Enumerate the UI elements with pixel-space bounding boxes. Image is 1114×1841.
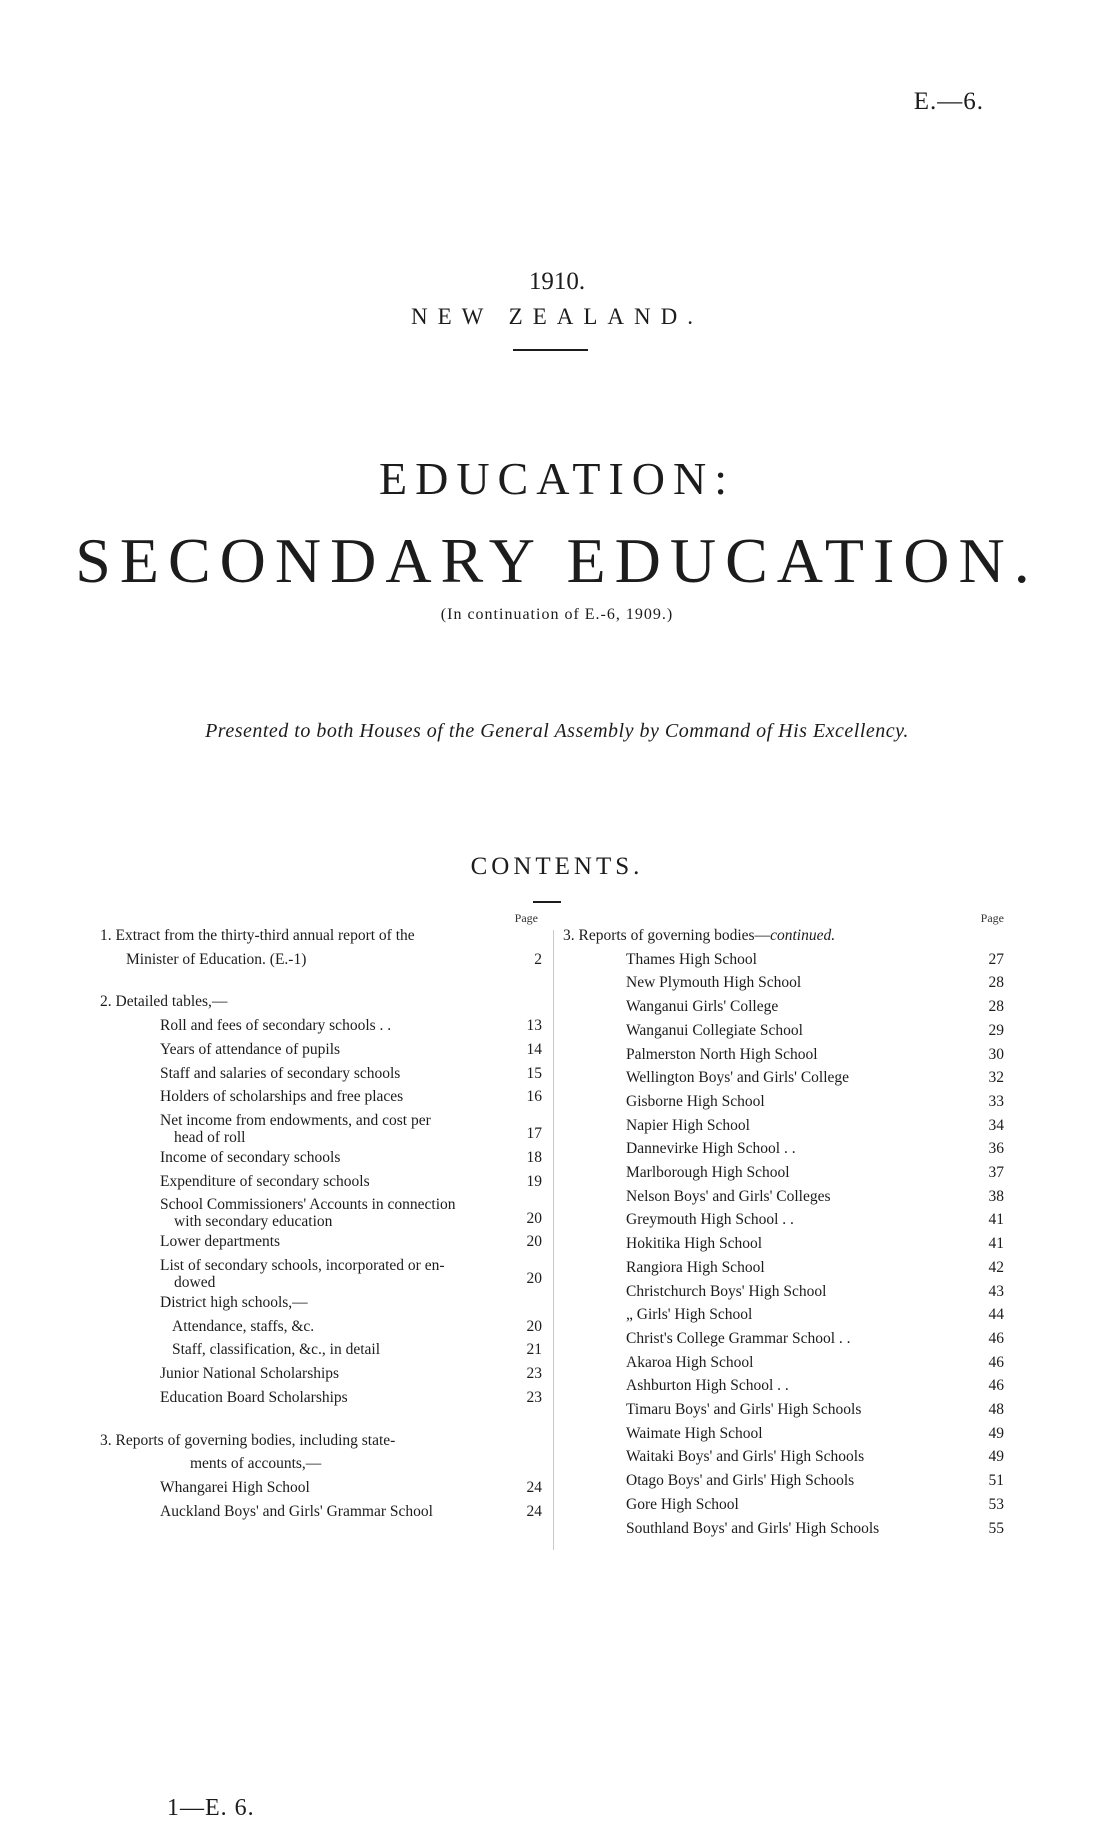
school-entry-page: 44: [988, 1306, 1004, 1324]
school-entry: [563, 1303, 1004, 1327]
school-entry-label: Dannevirke High School . .: [626, 1140, 796, 1158]
contents-entry: [100, 1257, 542, 1291]
school-entry-label: Wellington Boys' and Girls' College: [626, 1069, 850, 1087]
contents-entry-label: Staff and salaries of secondary schools: [160, 1064, 401, 1082]
school-entry-label: Otago Boys' and Girls' High Schools: [626, 1472, 855, 1490]
school-entry-page: 36: [988, 1140, 1004, 1158]
contents-entry-page: 16: [526, 1088, 542, 1106]
contents-entry-line-1: School Commissioners' Accounts in connection: [160, 1196, 456, 1214]
contents-entry: [100, 1230, 542, 1254]
contents-entry: [100, 1085, 542, 1109]
contents-entry: [100, 1170, 542, 1194]
school-entry-label: Rangiora High School: [626, 1258, 765, 1276]
school-entry: [563, 1327, 1004, 1351]
school-entry-label: Southland Boys' and Girls' High Schools: [626, 1519, 880, 1537]
school-entry: [563, 1469, 1004, 1493]
district-heading: District high schools,—: [160, 1294, 308, 1312]
contents-rule: [533, 901, 561, 903]
contents-entry: [100, 1500, 542, 1524]
school-entry-label: Nelson Boys' and Girls' Colleges: [626, 1187, 831, 1205]
contents-entry-page: 20: [526, 1270, 542, 1288]
school-entry-label: Greymouth High School . .: [626, 1211, 794, 1229]
contents-entry: [100, 1386, 542, 1410]
contents-entry-label: Staff, classification, &c., in detail: [172, 1341, 381, 1359]
contents-entry-page: 17: [526, 1125, 542, 1143]
school-entry: [563, 1256, 1004, 1280]
school-entry-page: 51: [988, 1472, 1004, 1490]
school-entry-page: 33: [988, 1092, 1004, 1110]
school-entry: [563, 1043, 1004, 1067]
contents-item-2-heading: 2. Detailed tables,—: [100, 993, 228, 1011]
school-entry: [563, 1137, 1004, 1161]
page-column-label: Page: [514, 911, 538, 925]
contents-entry: [100, 1146, 542, 1170]
contents-entry-line-2: head of roll: [174, 1128, 246, 1146]
contents-entry-page: 23: [526, 1388, 542, 1406]
school-entry: [563, 1208, 1004, 1232]
school-entry-page: 28: [988, 974, 1004, 992]
contents-entry-label: Auckland Boys' and Girls' Grammar School: [160, 1502, 433, 1520]
school-entry: [563, 995, 1004, 1019]
presented-statement: Presented to both Houses of the General Assembly by Command of His Excellency.: [205, 720, 909, 742]
country: NEW ZEALAND.: [410, 304, 704, 329]
contents-entry: [100, 1315, 542, 1339]
school-entry-label: Christchurch Boys' High School: [626, 1282, 827, 1300]
contents-entry-page: 18: [526, 1148, 542, 1166]
school-entry: [563, 1398, 1004, 1422]
school-entry-label: Timaru Boys' and Girls' High Schools: [626, 1401, 862, 1419]
school-entry: [563, 1185, 1004, 1209]
contents-entry-page: 14: [526, 1040, 542, 1058]
school-entry-label: Waitaki Boys' and Girls' High Schools: [626, 1448, 865, 1466]
school-entry-page: 27: [988, 950, 1004, 968]
school-entry-label: Gisborne High School: [626, 1092, 765, 1110]
school-entry-page: 34: [988, 1116, 1004, 1134]
continued-heading-prefix: 3. Reports of governing bodies—: [563, 927, 771, 944]
column-divider: [553, 930, 554, 1550]
year: 1910.: [528, 268, 586, 295]
school-entry-page: 49: [988, 1448, 1004, 1466]
contents-entry-page: 21: [526, 1341, 542, 1359]
contents-entry-label: Holders of scholarships and free places: [160, 1088, 404, 1106]
contents-left-column: [100, 912, 542, 1523]
contents-entry-label: Expenditure of secondary schools: [160, 1172, 370, 1190]
school-entry: [563, 1422, 1004, 1446]
school-entry-page: 55: [988, 1519, 1004, 1537]
contents-entry-label: Junior National Scholarships: [160, 1365, 340, 1383]
contents-item-1-line-1: 1. Extract from the thirty-third annual report of the: [100, 927, 415, 944]
contents-entry-label: [160, 1257, 512, 1291]
contents-entry-line-2: with secondary education: [174, 1213, 333, 1231]
school-entry: [563, 1161, 1004, 1185]
contents-item-3-continued: [563, 924, 1004, 948]
school-entry-page: 37: [988, 1164, 1004, 1182]
contents-entry-page: 24: [526, 1478, 542, 1496]
school-entry-page: 42: [988, 1258, 1004, 1276]
school-entry: [563, 971, 1004, 995]
school-entry-page: 48: [988, 1401, 1004, 1419]
school-entry: [563, 1090, 1004, 1114]
contents-entry: [100, 1038, 542, 1062]
school-entry-page: 43: [988, 1282, 1004, 1300]
continued-heading-italic: continued.: [770, 927, 836, 944]
school-entry-page: 46: [988, 1353, 1004, 1371]
contents-entry: [100, 1062, 542, 1086]
title-line-2: SECONDARY EDUCATION.: [75, 525, 1039, 596]
page-signature: 1—E. 6.: [167, 1795, 255, 1821]
school-entry-label: Akaroa High School: [626, 1353, 754, 1371]
school-list: [563, 948, 1004, 1541]
document-reference: E.—6.: [913, 88, 984, 115]
title-line-1: EDUCATION:: [379, 453, 735, 504]
school-entry: [563, 1232, 1004, 1256]
contents-entry-page: 13: [526, 1017, 542, 1035]
school-entry: [563, 948, 1004, 972]
school-entry-label: Wanganui Girls' College: [626, 998, 779, 1016]
contents-right-column: [563, 912, 1004, 1540]
school-entry: [563, 1374, 1004, 1398]
school-entry-label: Christ's College Grammar School . .: [626, 1329, 851, 1347]
school-entry-label: Hokitika High School: [626, 1235, 763, 1253]
contents-entry-label: Lower departments: [160, 1233, 281, 1251]
contents-item-page: 2: [534, 950, 542, 968]
school-entry-page: 30: [988, 1045, 1004, 1063]
school-entry-page: 38: [988, 1187, 1004, 1205]
contents-entry-label: Whangarei High School: [160, 1478, 310, 1496]
contents-item-3-line-2: ments of accounts,—: [190, 1455, 322, 1473]
contents-entry-page: 19: [526, 1172, 542, 1190]
contents-entry-label: Attendance, staffs, &c.: [172, 1317, 315, 1335]
contents-entry: [100, 1362, 542, 1386]
school-entry-label: „ Girls' High School: [626, 1306, 753, 1324]
school-entry: [563, 1445, 1004, 1469]
contents-entry: [100, 1112, 542, 1146]
contents-entry-page: 20: [526, 1209, 542, 1227]
contents-entry-line-1: List of secondary schools, incorporated or en-: [160, 1257, 445, 1275]
contents-heading: CONTENTS.: [470, 853, 644, 880]
contents-entry: [100, 1338, 542, 1362]
school-entry: [563, 1517, 1004, 1541]
contents-item-3-line-1: 3. Reports of governing bodies, including state-: [100, 1431, 396, 1449]
contents-entry: [100, 1014, 542, 1038]
contents-entry-label: Roll and fees of secondary schools . .: [160, 1017, 392, 1035]
contents-item-label: Minister of Education. (E.-1): [126, 950, 307, 968]
school-entry-label: Thames High School: [626, 950, 757, 968]
contents-entry-label: Income of secondary schools: [160, 1148, 341, 1166]
school-entry-page: 32: [988, 1069, 1004, 1087]
contents-entry-label: Years of attendance of pupils: [160, 1040, 341, 1058]
school-entry: [563, 1114, 1004, 1138]
contents-entry: [100, 1476, 542, 1500]
title-rule: [513, 349, 588, 351]
school-entry-page: 29: [988, 1021, 1004, 1039]
school-entry-page: 46: [988, 1377, 1004, 1395]
school-entry: [563, 1280, 1004, 1304]
school-entry-label: Ashburton High School . .: [626, 1377, 789, 1395]
school-entry-label: Waimate High School: [626, 1424, 763, 1442]
contents-entry-label: [160, 1196, 512, 1230]
contents-entry: [100, 1196, 542, 1230]
contents-entry-page: 24: [526, 1502, 542, 1520]
contents-entry-label: [160, 1112, 512, 1146]
contents-entry-line-1: Net income from endowments, and cost per: [160, 1111, 431, 1129]
page-column-label: Page: [980, 911, 1004, 925]
contents-item-1: [100, 948, 542, 972]
school-entry: [563, 1019, 1004, 1043]
school-entry-page: 41: [988, 1211, 1004, 1229]
school-entry: [563, 1066, 1004, 1090]
school-entry-page: 53: [988, 1495, 1004, 1513]
school-entry-page: 28: [988, 998, 1004, 1016]
school-entry-page: 49: [988, 1424, 1004, 1442]
continuation-note: (In continuation of E.-6, 1909.): [440, 606, 674, 623]
contents-entry-page: 15: [526, 1064, 542, 1082]
school-entry-label: Wanganui Collegiate School: [626, 1021, 803, 1039]
school-entry-label: New Plymouth High School: [626, 974, 802, 992]
contents-entry-page: 23: [526, 1365, 542, 1383]
school-entry: [563, 1493, 1004, 1517]
school-entry: [563, 1351, 1004, 1375]
contents-entry-page: 20: [526, 1317, 542, 1335]
school-entry-label: Gore High School: [626, 1495, 739, 1513]
school-entry-label: Marlborough High School: [626, 1164, 790, 1182]
school-entry-label: Napier High School: [626, 1116, 750, 1134]
contents-entry-line-2: dowed: [174, 1274, 216, 1292]
contents-entry-page: 20: [526, 1233, 542, 1251]
school-entry-page: 41: [988, 1235, 1004, 1253]
school-entry-page: 46: [988, 1329, 1004, 1347]
contents-entry-label: Education Board Scholarships: [160, 1388, 348, 1406]
school-entry-label: Palmerston North High School: [626, 1045, 818, 1063]
